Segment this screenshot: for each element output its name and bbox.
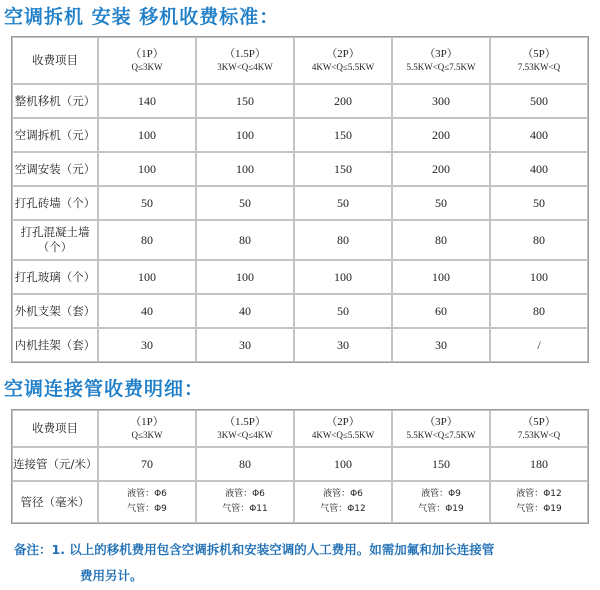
row-label: 打孔砖墙（个）	[12, 186, 98, 220]
header-cell	[294, 410, 392, 447]
header-cell	[98, 37, 196, 84]
header-cell	[196, 37, 294, 84]
table-header-row	[12, 410, 588, 447]
header-range: 4KW<Q≤5.5KW	[311, 62, 375, 72]
price-cell: 80	[294, 220, 392, 260]
price-cell: 100	[196, 118, 294, 152]
price-cell: 60	[392, 294, 490, 328]
price-cell: 140	[98, 84, 196, 118]
header-p: （3P）	[424, 48, 458, 60]
pipe-fee-table	[11, 409, 589, 524]
price-cell: 100	[98, 152, 196, 186]
price-cell: 400	[490, 152, 588, 186]
table-row	[12, 481, 588, 523]
footnote	[14, 537, 598, 589]
price-cell: 80	[490, 220, 588, 260]
diameter-cell	[98, 481, 196, 523]
price-cell: 100	[294, 447, 392, 481]
header-label-cell: 收费项目	[12, 410, 98, 447]
table-row	[12, 328, 588, 362]
table-row	[12, 84, 588, 118]
header-range: 5.5KW<Q≤7.5KW	[406, 430, 476, 440]
row-label: 空调安装（元）	[12, 152, 98, 186]
price-cell: 150	[196, 84, 294, 118]
header-range: 4KW<Q≤5.5KW	[311, 430, 375, 440]
row-label: 外机支架（套）	[12, 294, 98, 328]
row-label: 内机挂架（套）	[12, 328, 98, 362]
price-cell: 200	[294, 84, 392, 118]
price-cell: 200	[392, 152, 490, 186]
gas-pipe: 气管：Φ19	[418, 504, 464, 514]
price-cell: 180	[490, 447, 588, 481]
header-cell	[196, 410, 294, 447]
price-cell: 50	[294, 186, 392, 220]
header-range: 7.53KW<Q	[517, 62, 561, 72]
row-label: 管径（毫米）	[12, 481, 98, 523]
header-p: （2P）	[326, 48, 360, 60]
header-range: Q≤3KW	[131, 62, 163, 72]
header-range: 5.5KW<Q≤7.5KW	[406, 62, 476, 72]
row-label: 打孔混凝土墙（个）	[12, 220, 98, 260]
gas-pipe: 气管：Φ12	[320, 504, 366, 514]
price-cell: 150	[294, 152, 392, 186]
liquid-pipe: 液管：Φ6	[323, 489, 363, 499]
header-range: Q≤3KW	[131, 430, 163, 440]
price-cell: /	[490, 328, 588, 362]
liquid-pipe: 液管：Φ12	[516, 489, 562, 499]
price-cell: 70	[98, 447, 196, 481]
page-title: 空调拆机 安装 移机收费标准：	[4, 6, 280, 28]
diameter-cell	[392, 481, 490, 523]
price-cell: 50	[490, 186, 588, 220]
header-p: （1P）	[130, 48, 164, 60]
header-cell	[392, 37, 490, 84]
header-cell	[490, 37, 588, 84]
price-cell: 200	[392, 118, 490, 152]
price-cell: 80	[196, 220, 294, 260]
price-cell: 30	[392, 328, 490, 362]
header-p: （5P）	[522, 48, 556, 60]
price-cell: 80	[98, 220, 196, 260]
diameter-cell	[490, 481, 588, 523]
price-cell: 100	[98, 260, 196, 294]
header-cell	[490, 410, 588, 447]
price-cell: 150	[294, 118, 392, 152]
price-cell: 80	[196, 447, 294, 481]
price-cell: 100	[196, 152, 294, 186]
price-cell: 150	[392, 447, 490, 481]
header-range: 3KW<Q≤4KW	[217, 430, 273, 440]
header-label-cell: 收费项目	[12, 37, 98, 84]
header-p: （1P）	[130, 416, 164, 428]
liquid-pipe: 液管：Φ6	[225, 489, 265, 499]
price-cell: 80	[490, 294, 588, 328]
table-row	[12, 118, 588, 152]
gas-pipe: 气管：Φ19	[516, 504, 562, 514]
price-cell: 100	[490, 260, 588, 294]
diameter-cell	[294, 481, 392, 523]
table-row	[12, 294, 588, 328]
row-label: 空调拆机（元）	[12, 118, 98, 152]
price-cell: 400	[490, 118, 588, 152]
price-cell: 80	[392, 220, 490, 260]
footnote-line: 费用另计。	[80, 568, 143, 583]
price-cell: 30	[294, 328, 392, 362]
gas-pipe: 气管：Φ9	[127, 504, 167, 514]
price-cell: 100	[98, 118, 196, 152]
header-p: （2P）	[326, 416, 360, 428]
header-p: （3P）	[424, 416, 458, 428]
gas-pipe: 气管：Φ11	[222, 504, 268, 514]
table-header-row	[12, 37, 588, 84]
header-cell	[98, 410, 196, 447]
diameter-cell	[196, 481, 294, 523]
header-p: （1.5P）	[224, 48, 266, 60]
table-row	[12, 447, 588, 481]
fee-table	[11, 36, 589, 363]
price-cell: 30	[98, 328, 196, 362]
table-row	[12, 260, 588, 294]
footnote-line: 备注：1. 以上的移机费用包含空调拆机和安装空调的人工费用。如需加氟和加长连接管	[14, 542, 495, 557]
price-cell: 100	[392, 260, 490, 294]
price-cell: 300	[392, 84, 490, 118]
table-row	[12, 152, 588, 186]
price-cell: 50	[98, 186, 196, 220]
price-cell: 500	[490, 84, 588, 118]
section-title: 空调连接管收费明细：	[4, 378, 205, 400]
table-row	[12, 186, 588, 220]
header-range: 3KW<Q≤4KW	[217, 62, 273, 72]
liquid-pipe: 液管：Φ9	[421, 489, 461, 499]
liquid-pipe: 液管：Φ6	[127, 489, 167, 499]
price-cell: 50	[196, 186, 294, 220]
row-label: 整机移机（元）	[12, 84, 98, 118]
price-cell: 50	[392, 186, 490, 220]
price-cell: 40	[196, 294, 294, 328]
price-cell: 100	[196, 260, 294, 294]
row-label: 打孔玻璃（个）	[12, 260, 98, 294]
price-cell: 40	[98, 294, 196, 328]
price-cell: 50	[294, 294, 392, 328]
row-label: 连接管（元/米）	[12, 447, 98, 481]
header-range: 7.53KW<Q	[517, 430, 561, 440]
header-p: （5P）	[522, 416, 556, 428]
price-cell: 100	[294, 260, 392, 294]
table-row	[12, 220, 588, 260]
header-p: （1.5P）	[224, 416, 266, 428]
price-cell: 30	[196, 328, 294, 362]
header-cell	[294, 37, 392, 84]
header-cell	[392, 410, 490, 447]
